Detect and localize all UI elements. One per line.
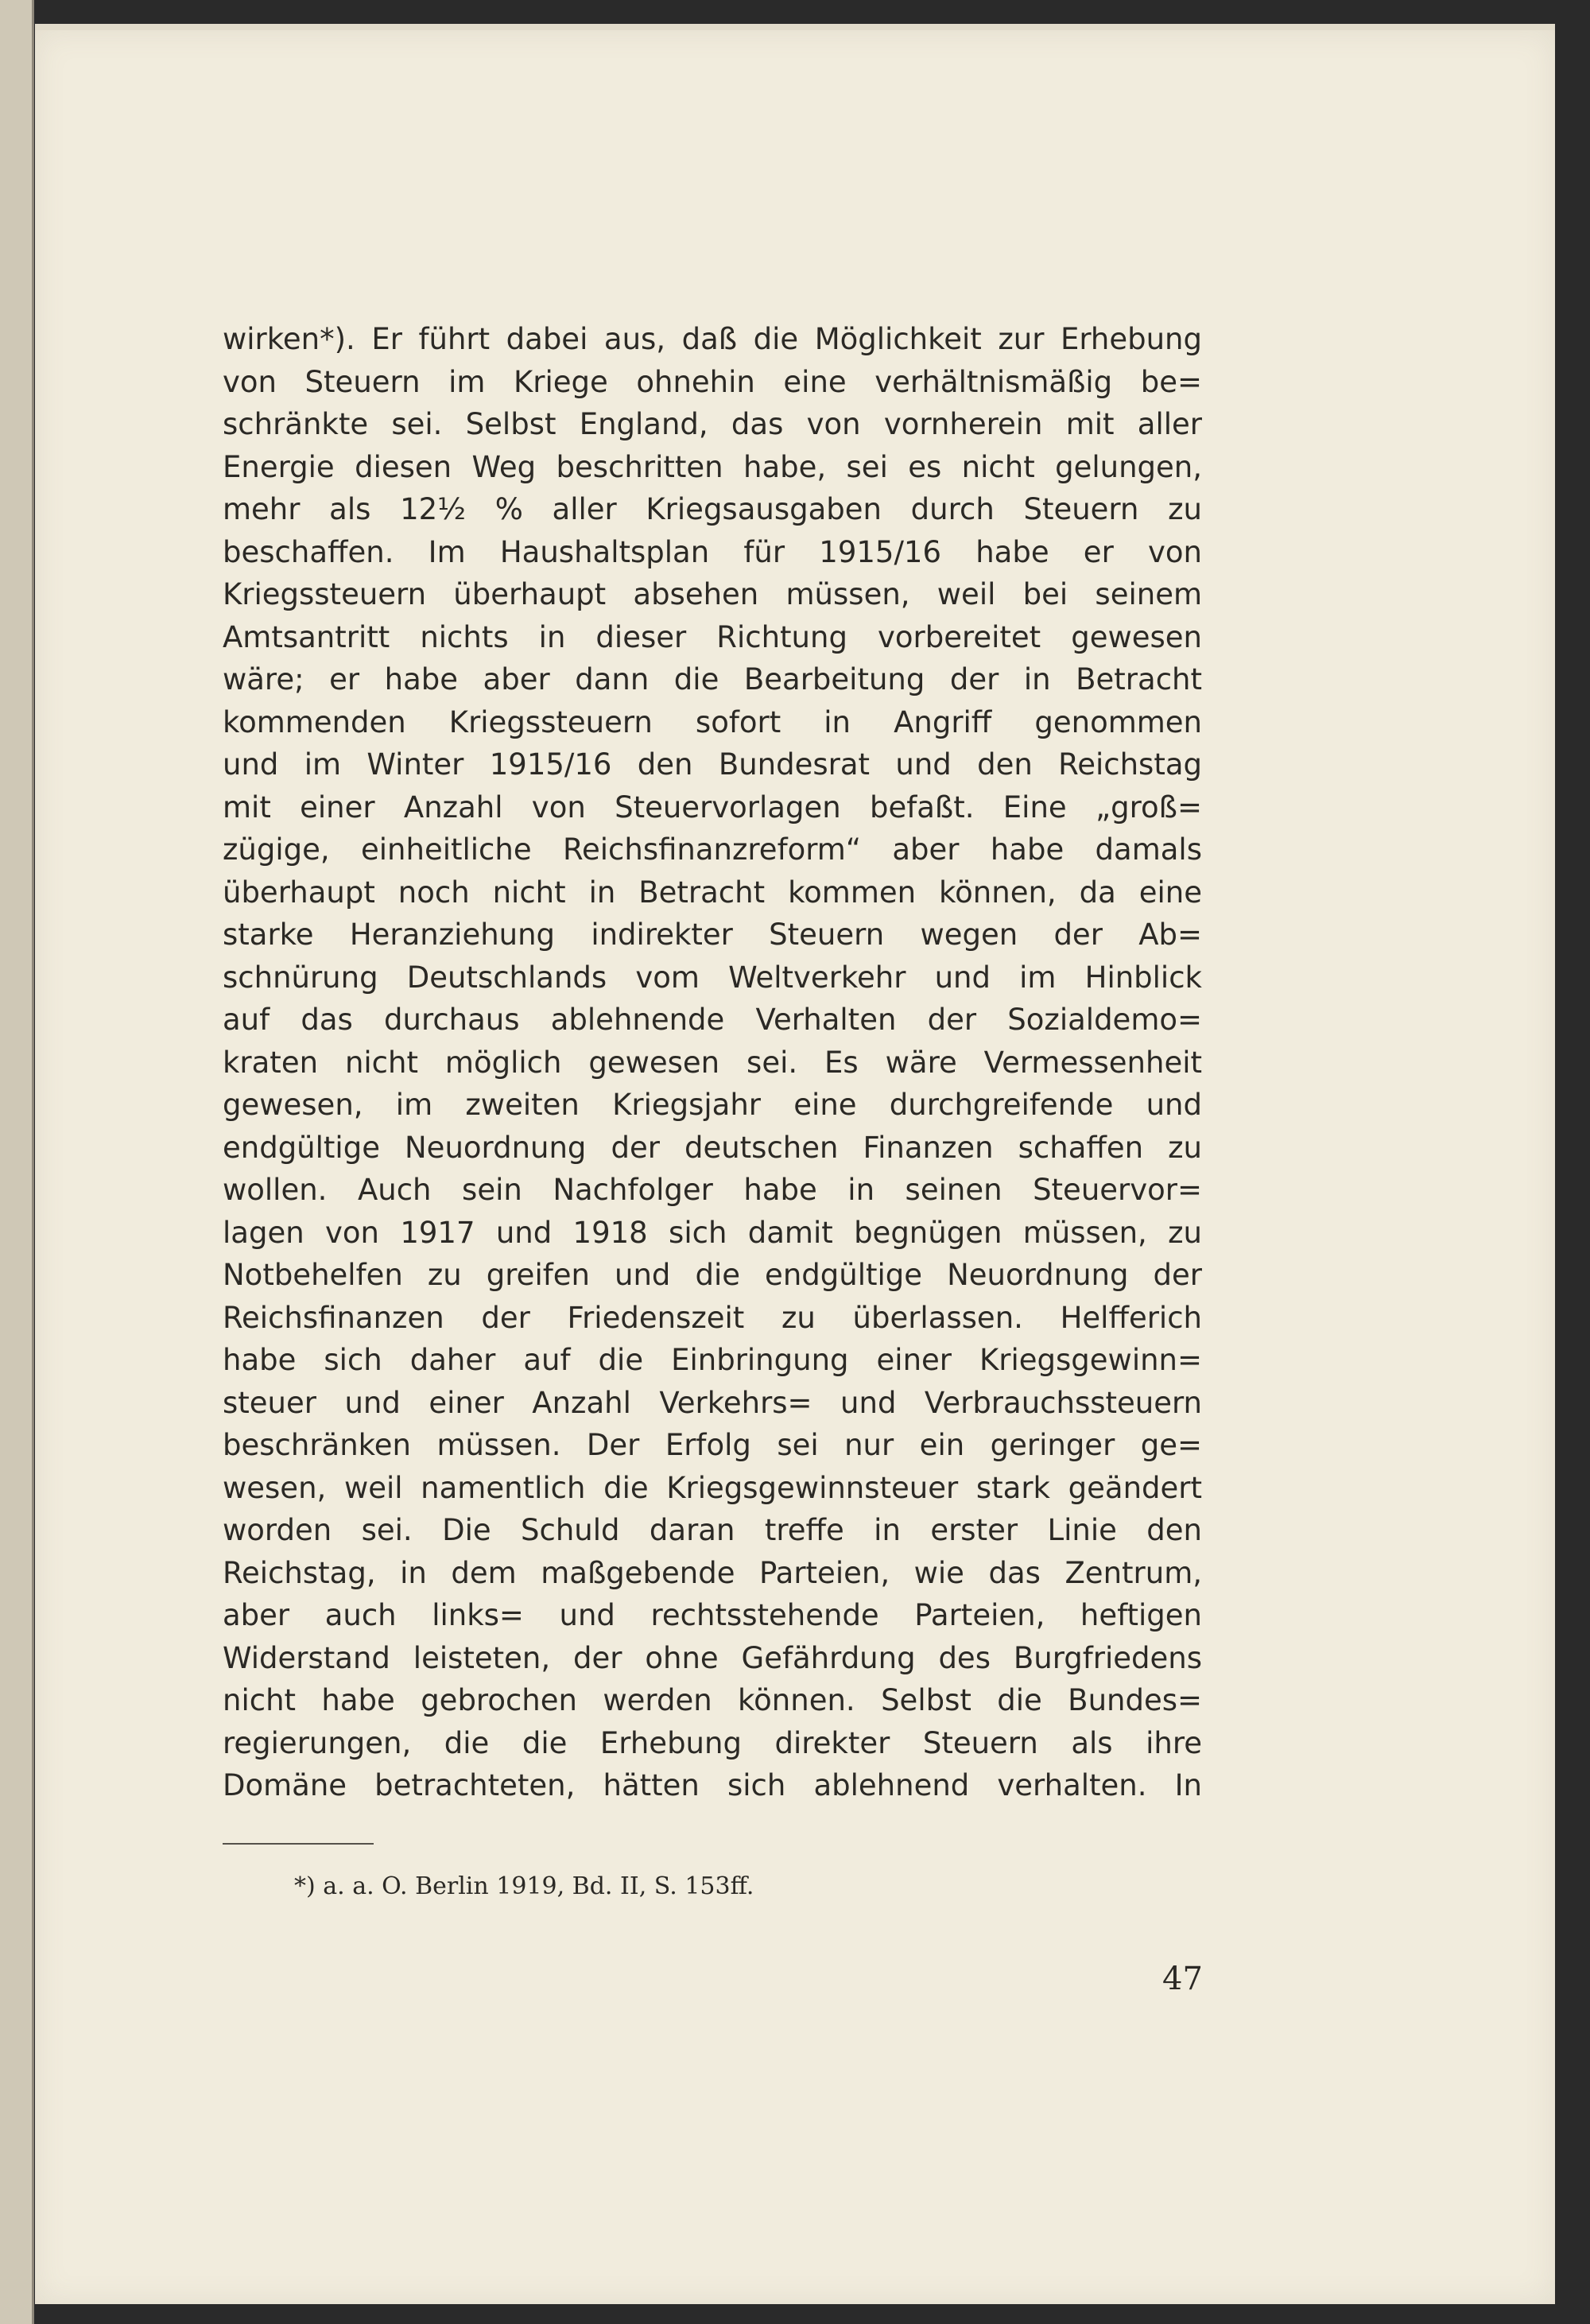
text-line: wäre; er habe aber dann die Bearbeitung der in Betracht	[223, 662, 1202, 696]
text-line: Reichsfinanzen der Friedenszeit zu überlassen. Helfferich	[223, 1300, 1202, 1335]
text-line: auf das durchaus ablehnende Verhalten der Sozialdemo=	[223, 1003, 1202, 1037]
text-line: gewesen, im zweiten Kriegsjahr eine durchgreifende und	[223, 1088, 1202, 1122]
text-line: steuer und einer Anzahl Verkehrs= und Verbrauchssteuern	[223, 1385, 1202, 1420]
text-line: Reichstag, in dem maßgebende Parteien, wie das Zentrum,	[223, 1555, 1202, 1590]
text-line: worden sei. Die Schuld daran treffe in erster Linie den	[223, 1513, 1202, 1547]
text-line: starke Heranziehung indirekter Steuern wegen der Ab=	[223, 918, 1202, 952]
text-line: Kriegssteuern überhaupt absehen müssen, weil bei seinem	[223, 577, 1202, 611]
text-line: überhaupt noch nicht in Betracht kommen können, da eine	[223, 875, 1202, 910]
text-line: Amtsantritt nichts in dieser Richtung vorbereitet gewesen	[223, 619, 1202, 654]
text-line: regierungen, die die Erhebung direkter Steuern als ihre	[223, 1725, 1202, 1760]
text-line: kraten nicht möglich gewesen sei. Es wäre Vermessenheit	[223, 1045, 1202, 1080]
text-line: Notbehelfen zu greifen und die endgültige Neuordnung der	[223, 1258, 1202, 1292]
text-line: schränkte sei. Selbst England, das von vornherein mit aller	[223, 407, 1202, 441]
body-text	[223, 318, 1202, 1807]
text-line: lagen von 1917 und 1918 sich damit begnügen müssen, zu	[223, 1215, 1202, 1250]
text-line: endgültige Neuordnung der deutschen Finanzen schaffen zu	[223, 1130, 1202, 1165]
text-line: mit einer Anzahl von Steuervorlagen befaßt. Eine „groß=	[223, 790, 1202, 824]
text-line: nicht habe gebrochen werden können. Selbst die Bundes=	[223, 1683, 1202, 1717]
footnote-separator	[223, 1843, 374, 1845]
text-line: und im Winter 1915/16 den Bundesrat und den Reichstag	[223, 747, 1202, 782]
text-line: aber auch links= und rechtsstehende Parteien, heftigen	[223, 1598, 1202, 1632]
text-line: beschaffen. Im Haushaltsplan für 1915/16 habe er von	[223, 534, 1202, 569]
text-line: kommenden Kriegssteuern sofort in Angriff genommen	[223, 704, 1202, 739]
book-spine-edge	[0, 0, 34, 2324]
text-line: von Steuern im Kriege ohnehin eine verhältnismäßig be=	[223, 364, 1202, 399]
page-number: 47	[1162, 1961, 1203, 1997]
footnote: *) a. a. O. Berlin 1919, Bd. II, S. 153ff.	[294, 1872, 754, 1900]
text-line: wirken*). Er führt dabei aus, daß die Möglichkeit zur Erhebung	[223, 322, 1202, 356]
text-line: Widerstand leisteten, der ohne Gefährdung des Burgfriedens	[223, 1640, 1202, 1675]
text-line: zügige, einheitliche Reichsfinanzreform“ aber habe damals	[223, 832, 1202, 867]
text-line: wollen. Auch sein Nachfolger habe in seinen Steuervor=	[223, 1173, 1202, 1207]
text-line: wesen, weil namentlich die Kriegsgewinnsteuer stark geändert	[223, 1470, 1202, 1505]
text-line: Domäne betrachteten, hätten sich ablehnend verhalten. In	[223, 1768, 1202, 1802]
text-line: beschränken müssen. Der Erfolg sei nur ein geringer ge=	[223, 1428, 1202, 1462]
text-line: schnürung Deutschlands vom Weltverkehr und im Hinblick	[223, 960, 1202, 995]
text-line: Energie diesen Weg beschritten habe, sei es nicht gelungen,	[223, 449, 1202, 484]
text-line: habe sich daher auf die Einbringung einer Kriegsgewinn=	[223, 1343, 1202, 1377]
text-line: mehr als 12½ % aller Kriegsausgaben durch Steuern zu	[223, 492, 1202, 526]
